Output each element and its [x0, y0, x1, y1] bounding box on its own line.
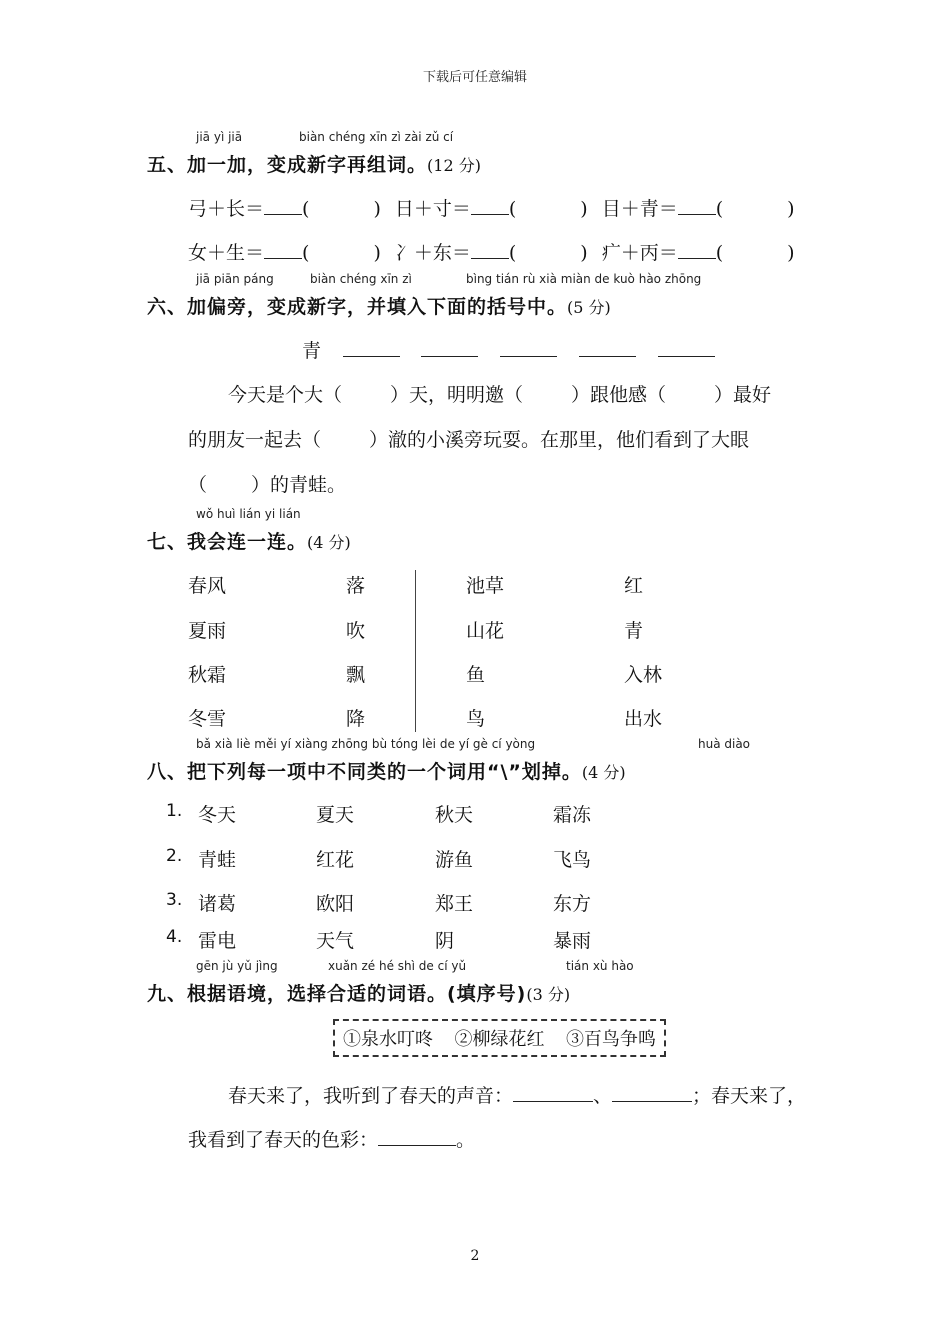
match-item[interactable]: 入林 [624, 664, 663, 686]
match-item[interactable]: 山花 [466, 620, 505, 642]
match-item[interactable]: 出水 [624, 708, 663, 730]
pinyin: biàn chéng xīn zì [310, 272, 412, 286]
word[interactable]: 霜冻 [553, 804, 592, 826]
answer-line[interactable] [343, 354, 400, 357]
word[interactable]: 欧阳 [316, 893, 355, 915]
row-number: 2. [166, 846, 183, 866]
word[interactable]: 阴 [435, 930, 455, 952]
word[interactable]: 暴雨 [553, 930, 592, 952]
match-item[interactable]: 青 [624, 620, 644, 642]
match-item[interactable]: 鸟 [466, 708, 486, 730]
answer-line[interactable] [579, 354, 636, 357]
match-item[interactable]: 落 [346, 575, 366, 597]
pinyin: xuǎn zé hé shì de cí yǔ [328, 959, 467, 973]
word[interactable]: 夏天 [316, 804, 355, 826]
pinyin: bǎ xià liè měi yí xiàng zhōng bù tóng lèi de yí gè cí yòng [196, 737, 536, 751]
word[interactable]: 游鱼 [435, 849, 474, 871]
compose-row-2: 女＋生＝ ( ) 冫＋东＝ ( ) 疒＋丙＝ ( ) [188, 242, 795, 264]
base-char: 青 [302, 340, 322, 362]
context-line-2: 我看到了春天的色彩： 。 [188, 1129, 476, 1151]
answer-line[interactable] [513, 1099, 593, 1102]
answer-line[interactable] [658, 354, 715, 357]
pinyin: bìng tián rù xià miàn de kuò hào zhōng [466, 272, 702, 286]
match-item[interactable]: 飘 [346, 664, 366, 686]
fill-line-1: 今天是个大（ ）天，明明邀（ ）跟他感（ ）最好 [228, 384, 772, 406]
options-box [333, 1019, 666, 1057]
match-item[interactable]: 鱼 [466, 664, 486, 686]
compose-row-1: 弓＋长＝ ( ) 日＋寸＝ ( ) 目＋青＝ ( ) [188, 198, 795, 220]
pinyin: jiā yì jiā [196, 130, 243, 144]
match-item[interactable]: 冬雪 [188, 708, 227, 730]
context-line-1: 春天来了，我听到了春天的声音： 、 ；春天来了， [228, 1085, 807, 1107]
answer-line[interactable] [421, 354, 478, 357]
match-item[interactable]: 池草 [466, 575, 505, 597]
page-number: 2 [470, 1248, 480, 1264]
match-item[interactable]: 红 [624, 575, 644, 597]
pinyin: tián xù hào [566, 959, 634, 973]
pinyin: jiā piān páng [196, 272, 274, 286]
word[interactable]: 红花 [316, 849, 355, 871]
section-title-8: 八、把下列每一项中不同类的一个词用“\”划掉。(4 分) [147, 761, 626, 783]
answer-line[interactable] [378, 1143, 456, 1146]
word[interactable]: 天气 [316, 930, 355, 952]
word[interactable]: 冬天 [198, 804, 237, 826]
match-item[interactable]: 秋霜 [188, 664, 227, 686]
section-title-9: 九、根据语境，选择合适的词语。(填序号)(3 分) [147, 983, 571, 1005]
match-item[interactable]: 夏雨 [188, 620, 227, 642]
divider-line [415, 570, 416, 732]
page-header: 下载后可任意编辑 [422, 70, 527, 85]
section-title-6: 六、加偏旁，变成新字，并填入下面的括号中。(5 分) [147, 296, 611, 318]
word[interactable]: 郑王 [435, 893, 474, 915]
word[interactable]: 雷电 [198, 930, 237, 952]
answer-line[interactable] [500, 354, 557, 357]
pinyin: gēn jù yǔ jìng [196, 959, 278, 973]
pinyin: biàn chéng xīn zì zài zǔ cí [299, 130, 454, 144]
option: ②柳绿花红 [454, 1029, 545, 1050]
match-item[interactable]: 降 [346, 708, 366, 730]
pinyin: huà diào [698, 737, 751, 751]
fill-line-2: 的朋友一起去（ ）澈的小溪旁玩耍。在那里，他们看到了大眼 [188, 429, 750, 451]
word[interactable]: 飞鸟 [553, 849, 592, 871]
pinyin: wǒ huì lián yi lián [196, 507, 301, 521]
row-number: 1. [166, 801, 183, 821]
row-number: 3. [166, 890, 183, 910]
option: ①泉水叮咚 [343, 1029, 433, 1050]
option: ③百鸟争鸣 [565, 1029, 656, 1050]
word[interactable]: 秋天 [435, 804, 474, 826]
word[interactable]: 诸葛 [198, 893, 237, 915]
section-title-7: 七、我会连一连。(4 分) [147, 531, 351, 553]
match-item[interactable]: 春风 [188, 575, 227, 597]
section-title-5: 五、加一加，变成新字再组词。(12 分) [147, 154, 481, 176]
word[interactable]: 东方 [553, 893, 592, 915]
fill-line-3: （ ）的青蛙。 [188, 474, 347, 496]
match-item[interactable]: 吹 [346, 620, 366, 642]
row-number: 4. [166, 927, 183, 947]
word[interactable]: 青蛙 [198, 849, 237, 871]
answer-line[interactable] [612, 1099, 692, 1102]
